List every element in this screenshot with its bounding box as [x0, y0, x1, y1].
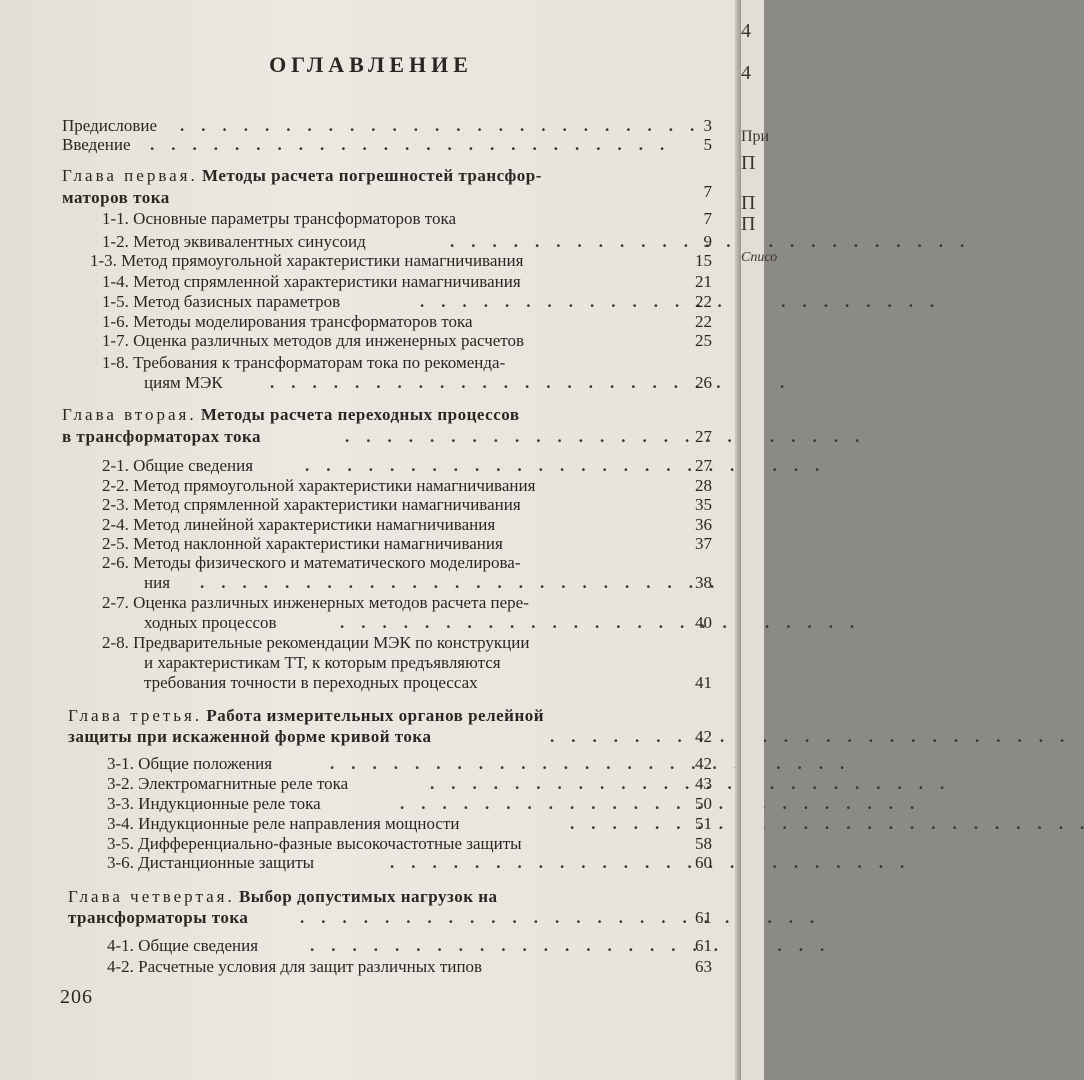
adjacent-page-fragment: 4 — [741, 62, 751, 84]
toc-section: 2-8. Предварительные рекомендации МЭК по конструкции — [102, 633, 530, 652]
page-title: ОГЛАВЛЕНИЕ — [269, 52, 473, 77]
chapter-title: Выбор допустимых нагрузок на — [238, 887, 498, 906]
toc-page-number: 38 — [695, 573, 712, 592]
leader-dots — [300, 907, 690, 929]
toc-section: 3-2. Электромагнитные реле тока — [107, 774, 349, 793]
leader-dots — [150, 134, 690, 156]
leader-dots — [340, 612, 690, 634]
leader-dots — [310, 935, 690, 957]
toc-section-cont: циям МЭК — [144, 373, 223, 392]
chapter-lead: Глава вторая. — [62, 405, 197, 424]
toc-section: 1-6. Методы моделирования трансформаторов тока — [102, 312, 473, 331]
toc-page-number: 15 — [695, 251, 712, 270]
chapter-heading — [0, 886, 742, 908]
adjacent-page-fragment: При — [741, 128, 770, 145]
toc-entry — [0, 134, 742, 156]
toc-page-number: 37 — [695, 534, 712, 553]
toc-page-number: 50 — [695, 794, 712, 813]
chapter-heading-cont — [0, 182, 742, 209]
toc-page-number: 61 — [695, 908, 712, 927]
page-number: 206 — [60, 986, 93, 1008]
chapter-lead: Глава третья. — [68, 706, 203, 725]
adjacent-page-fragment: П — [741, 192, 756, 214]
toc-section: 3-4. Индукционные реле направления мощности — [107, 814, 460, 833]
toc-section: 2-6. Методы физического и математического моделирова- — [102, 553, 521, 572]
toc-page-number: 26 — [695, 373, 712, 392]
toc-page-number: 27 — [695, 427, 712, 446]
chapter-heading-cont — [0, 426, 742, 448]
toc-page-number: 36 — [695, 515, 712, 534]
adjacent-page-fragment: 4 — [741, 20, 751, 42]
toc-page-number: 22 — [695, 312, 712, 331]
toc-section: 4-1. Общие сведения — [107, 936, 259, 955]
toc-section: 1-4. Метод спрямленной характеристики намагничивания — [102, 272, 521, 291]
toc-page-number: 63 — [695, 957, 712, 976]
chapter-heading — [0, 404, 742, 426]
adjacent-page-fragment: Списо — [741, 250, 778, 265]
toc-page-number: 5 — [703, 135, 712, 154]
chapter-heading-cont — [0, 907, 742, 929]
toc-section: 3-1. Общие положения — [107, 754, 273, 773]
adjacent-page-fragment: П — [741, 213, 756, 235]
toc-section: 1-3. Метод прямоугольной характеристики намагничивания — [90, 251, 524, 270]
toc-page-number: 61 — [695, 936, 712, 955]
toc-section: 1-8. Требования к трансформаторам тока по рекоменда- — [102, 353, 506, 372]
leader-dots — [430, 773, 690, 795]
leader-dots — [390, 852, 690, 874]
leader-dots — [570, 813, 690, 835]
toc-page-number: 42 — [695, 727, 712, 746]
toc-section: 2-1. Общие сведения — [102, 456, 254, 475]
chapter-title: защиты при искаженной форме кривой тока — [68, 727, 432, 746]
toc-section: 1-1. Основные параметры трансформаторов тока — [102, 209, 456, 228]
toc-page-number: 9 — [703, 232, 712, 251]
leader-dots — [400, 793, 690, 815]
leader-dots — [270, 372, 690, 394]
toc-section-cont: и характеристикам ТТ, к которым предъявляются — [144, 653, 501, 672]
toc-section: 2-2. Метод прямоугольной характеристики намагничивания — [102, 476, 536, 495]
toc-page-number: 28 — [695, 476, 712, 495]
leader-dots — [305, 455, 690, 477]
toc-section: 3-3. Индукционные реле тока — [107, 794, 321, 813]
toc-page-number: 22 — [695, 292, 712, 311]
chapter-title: Методы расчета переходных процессов — [200, 405, 520, 424]
toc-page-number: 41 — [695, 673, 712, 692]
toc-section: 2-5. Метод наклонной характеристики намагничивания — [102, 534, 503, 553]
toc-entry-text: Введение — [62, 135, 131, 154]
toc-section: 3-5. Дифференциально-фазные высокочастотные защиты — [107, 834, 522, 853]
toc-page-number: 35 — [695, 495, 712, 514]
chapter-heading-cont — [0, 726, 742, 748]
toc-section: 2-3. Метод спрямленной характеристики намагничивания — [102, 495, 521, 514]
chapter-title: Методы расчета погрешностей трансфор- — [202, 166, 542, 185]
toc-section-cont: требования точности в переходных процессах — [144, 673, 478, 692]
toc-section: 2-4. Метод линейной характеристики намагничивания — [102, 515, 496, 534]
chapter-heading — [0, 165, 742, 187]
toc-page-number: 42 — [695, 754, 712, 773]
toc-section-cont: ния — [144, 573, 171, 592]
toc-section-cont: ходных процессов — [144, 613, 277, 632]
chapter-heading — [0, 705, 742, 727]
chapter-title: маторов тока — [62, 188, 170, 207]
chapter-title: трансформаторы тока — [68, 908, 249, 927]
toc-entry-text: Предисловие — [62, 116, 158, 135]
adjacent-page-edge — [741, 0, 778, 1080]
adjacent-page-fragment: П — [741, 152, 756, 174]
toc-page-number: 7 — [703, 209, 712, 228]
toc-section: 1-5. Метод базисных параметров — [102, 292, 341, 311]
toc-page-number: 21 — [695, 272, 712, 291]
chapter-lead: Глава первая. — [62, 166, 198, 185]
toc-page-number: 58 — [695, 834, 712, 853]
toc-page-number: 25 — [695, 331, 712, 350]
toc-page-number: 43 — [695, 774, 712, 793]
toc-page-number: 27 — [695, 456, 712, 475]
toc-page-number: 40 — [695, 613, 712, 632]
leader-dots — [330, 753, 690, 775]
toc-page-number: 3 — [703, 116, 712, 135]
toc-section: 4-2. Расчетные условия для защит различных типов — [107, 957, 483, 976]
toc-page-number: 60 — [695, 853, 712, 872]
toc-section: 1-7. Оценка различных методов для инженерных расчетов — [102, 331, 525, 350]
chapter-title: в трансформаторах тока — [62, 427, 262, 446]
leader-dots — [420, 291, 690, 313]
leader-dots — [550, 726, 690, 748]
chapter-lead: Глава четвертая. — [68, 887, 235, 906]
toc-section: 1-2. Метод эквивалентных синусоид — [102, 232, 366, 251]
leader-dots — [200, 572, 690, 594]
toc-page-number: 7 — [703, 182, 712, 201]
leader-dots — [345, 426, 690, 448]
toc-section: 3-6. Дистанционные защиты — [107, 853, 315, 872]
chapter-title: Работа измерительных органов релейной — [206, 706, 545, 725]
toc-section: 2-7. Оценка различных инженерных методов расчета пере- — [102, 593, 529, 612]
toc-page-number: 51 — [695, 814, 712, 833]
